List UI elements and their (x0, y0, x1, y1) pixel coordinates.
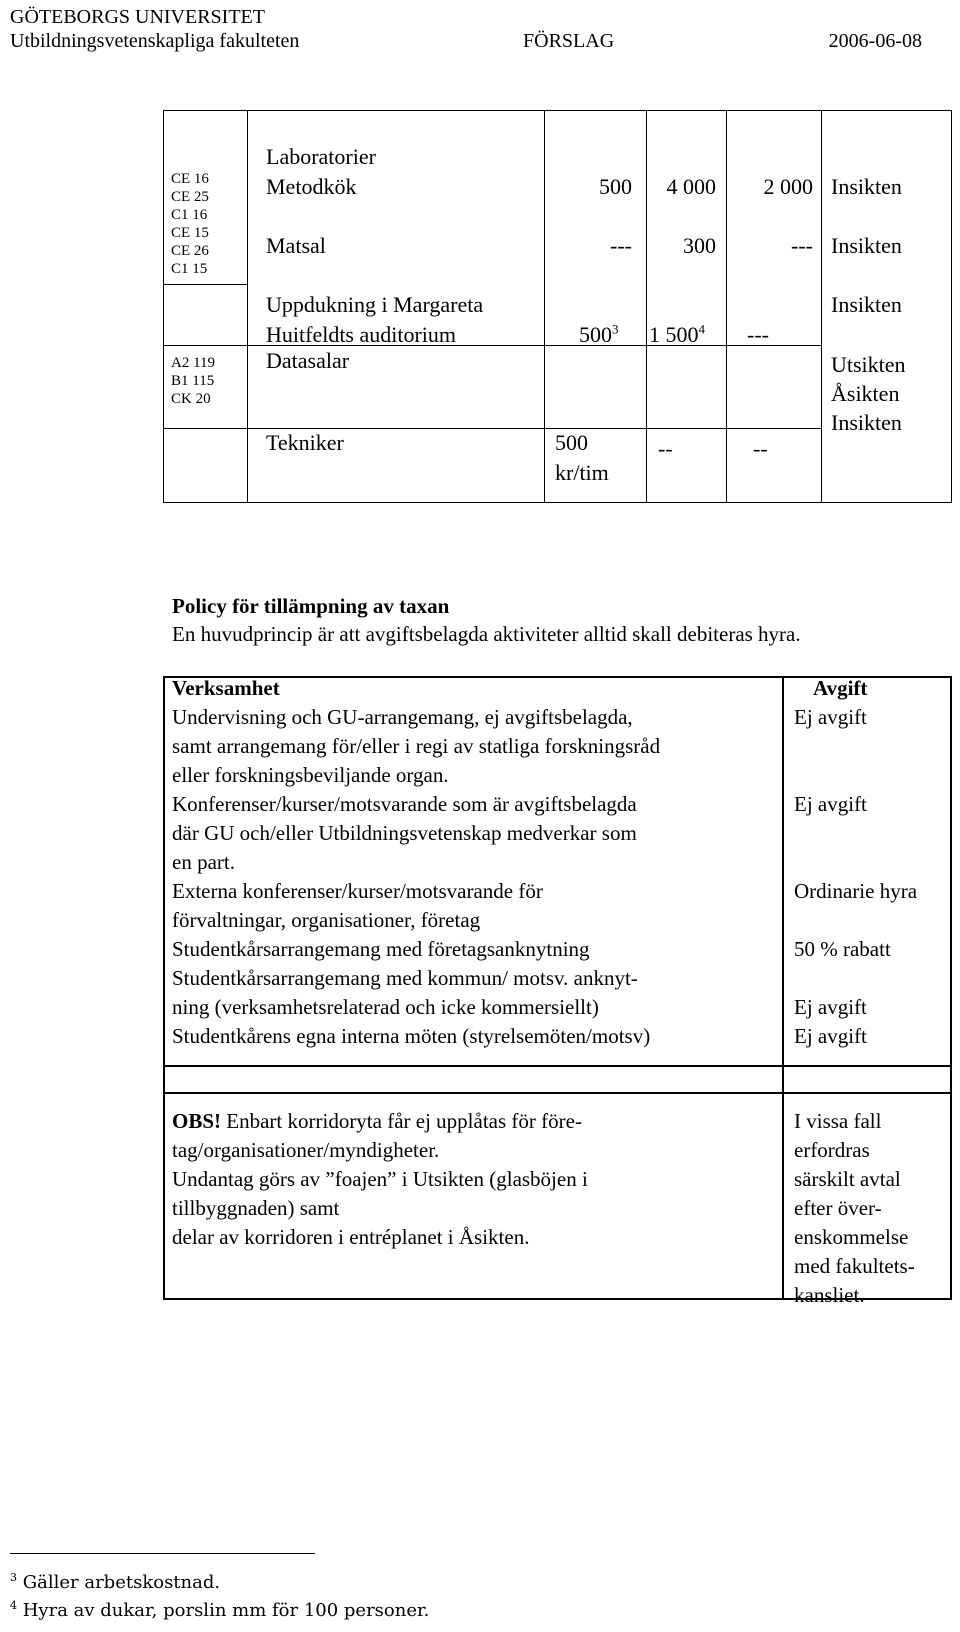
obs-fee-line: I vissa fall (794, 1109, 882, 1133)
building-name: Insikten (831, 410, 902, 435)
fee-value: Ej avgift (794, 705, 867, 729)
room-name: Matsal (266, 233, 326, 258)
footnote-ref-3: 3 (612, 321, 619, 337)
activity-line: Externa konferenser/kurser/motsvarande för (172, 879, 543, 903)
room-name-line-2: Huitfeldts auditorium (266, 322, 457, 347)
building-name: Insikten (831, 292, 902, 317)
document-date: 2006-06-08 (828, 30, 922, 52)
university-name: GÖTEBORGS UNIVERSITET (10, 6, 265, 28)
column-header-activity: Verksamhet (172, 676, 280, 700)
activity-line: Undervisning och GU-arrangemang, ej avgiftsbelagda, (172, 705, 633, 729)
fee-value: 50 % rabatt (794, 937, 891, 961)
price-2: -- (658, 436, 673, 461)
obs-fee-line: särskilt avtal (794, 1167, 901, 1191)
room-name: Metodkök (266, 174, 357, 199)
rooms-table (163, 110, 952, 503)
policy-text: En huvudprincip är att avgiftsbelagda aktiviteter alltid skall debiteras hyra. (172, 622, 801, 646)
obs-fee-line: med fakultets- (794, 1254, 915, 1278)
obs-fee-line: kansliet. (794, 1283, 865, 1307)
room-name: Tekniker (266, 430, 344, 455)
activity-line: samt arrangemang för/eller i regi av statliga forskningsråd (172, 734, 661, 758)
footnote-ref-4: 4 (698, 321, 705, 337)
room-codes-group-2: A2 119 B1 115 CK 20 (171, 355, 216, 407)
obs-note-line: tillbyggnaden) samt (172, 1196, 340, 1220)
activity-line: eller forskningsbeviljande organ. (172, 763, 449, 787)
fee-value: Ej avgift (794, 792, 867, 816)
price-3: --- (747, 322, 769, 347)
fee-value: Ordinarie hyra (794, 879, 918, 903)
faculty-name: Utbildningsvetenskapliga fakulteten (10, 30, 300, 52)
activity-line: Studentkårens egna interna möten (styrelsemöten/motsv) (172, 1024, 651, 1048)
building-name: Insikten (831, 233, 902, 258)
price-1-line-2: kr/tim (555, 460, 609, 485)
obs-note-line: tag/organisationer/myndigheter. (172, 1138, 440, 1162)
room-name-line-1: Uppdukning i Margareta (266, 292, 484, 317)
building-name: Utsikten (831, 352, 906, 377)
fee-value: Ej avgift (794, 995, 867, 1019)
price-3: 2 000 (763, 174, 813, 199)
document-status: FÖRSLAG (523, 30, 615, 52)
price-2: 1 $500^4$ (649, 321, 705, 347)
activity-line: Studentkårsarrangemang med företagsanknytning (172, 937, 590, 961)
fee-table (163, 676, 952, 1307)
obs-label: OBS! (172, 1109, 222, 1133)
obs-fee-line: erfordras (794, 1138, 870, 1162)
fee-value: Ej avgift (794, 1024, 867, 1048)
activity-line: en part. (172, 850, 235, 874)
activity-line: Studentkårsarrangemang med kommun/ motsv. anknyt- (172, 966, 638, 990)
activity-line: Konferenser/kurser/motsvarande som är avgiftsbelagda (172, 792, 637, 816)
footnote-divider (10, 1553, 315, 1554)
obs-note-line: OBS! Enbart korridoryta får ej upplåtas för före- (172, 1109, 582, 1133)
activity-line: ning (verksamhetsrelaterad och icke kommersiellt) (172, 995, 599, 1019)
obs-fee-line: efter över- (794, 1196, 882, 1220)
price-3: --- (791, 233, 813, 258)
activity-line: där GU och/eller Utbildningsvetenskap medverkar som (172, 821, 637, 845)
price-2: 300 (683, 233, 716, 258)
building-name: Åsikten (831, 381, 900, 406)
price-1-line-1: 500 (555, 430, 588, 455)
room-name: Laboratorier (266, 144, 376, 169)
column-header-fee: Avgift (813, 676, 868, 700)
obs-note-line: Undantag görs av ”foajen” i Utsikten (glasböjen i (172, 1167, 588, 1191)
price-1: 500 (599, 174, 632, 199)
price-1: $500^3$ (579, 321, 619, 347)
footnote: $^3$ Gäller arbetskostnad. (10, 1571, 221, 1593)
activity-line: förvaltningar, organisationer, företag (172, 908, 481, 932)
obs-fee-line: enskommelse (794, 1225, 909, 1249)
building-name: Insikten (831, 174, 902, 199)
room-name: Datasalar (266, 348, 350, 373)
footnote: $^4$ Hyra av dukar, porslin mm för 100 personer. (10, 1599, 430, 1621)
price-2: 4 000 (666, 174, 716, 199)
price-3: -- (753, 436, 768, 461)
policy-title: Policy för tillämpning av taxan (172, 594, 450, 618)
price-1: --- (610, 233, 632, 258)
obs-note-line: delar av korridoren i entréplanet i Åsikten. (172, 1225, 530, 1249)
room-codes-group-1: CE 16 CE 25 C1 16 CE 15 CE 26 C1 15 (171, 171, 209, 277)
